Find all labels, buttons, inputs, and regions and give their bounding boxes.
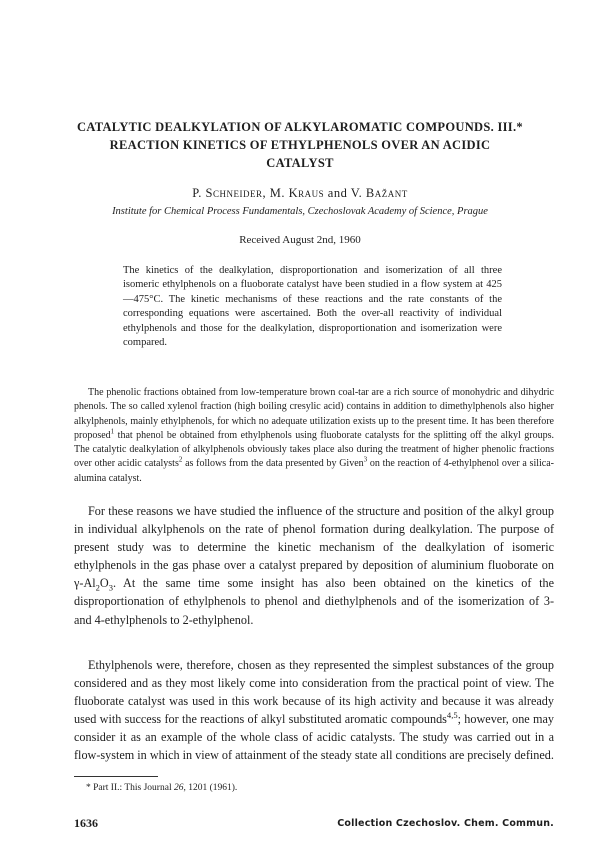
received-date: Received August 2nd, 1960 [239, 234, 361, 246]
footnote-divider [74, 776, 158, 777]
author-3-surname: Bažant [365, 186, 408, 200]
subscript-2: 2 [95, 582, 100, 593]
reference-4-5: 4,5 [446, 710, 458, 721]
affiliation: Institute for Chemical Process Fundamentals, Czechoslovak Academy of Science, Prague [112, 206, 488, 217]
intro-text-d: on the reaction of 4-ethylphenol over a silica-alumina catalyst. [74, 458, 554, 484]
title-line-2: REACTION KINETICS OF ETHYLPHENOLS OVER AN ACIDIC [109, 138, 491, 152]
footnote [86, 783, 237, 793]
footnote-prefix: * Part II.: This Journal [86, 783, 174, 793]
reference-1: 1 [110, 427, 115, 436]
page-number: 1636 [74, 816, 98, 830]
body-paragraph-2 [74, 656, 554, 765]
footnote-volume: 26 [173, 783, 184, 793]
footnote-suffix: , 1201 (1961). [183, 783, 238, 793]
body2-text-b: ; however, one may consider it as an example of the whole class of acidic catalysts. The study was carried out in a flow-system in which in view of attainment of the steady state all conditions are precisely defined. [74, 712, 555, 763]
abstract: The kinetics of the dealkylation, disproportionation and isomerization of all three isomeric ethylphenols on a fluoborate catalyst have been studied in a flow system at 425—475°C. The kinetic mechanisms of these reactions and the rate constants of the corresponding equations were ascertained. Both the over-all reactivity of individual ethylphenols and those for the dealkylation, disproportionation and isomerization were compared. [123, 265, 502, 349]
title-line-1: CATALYTIC DEALKYLATION OF ALKYLAROMATIC COMPOUNDS. III.* [77, 120, 523, 134]
author-separator-1: , M. [262, 186, 289, 200]
intro-text-c: as follows from the data presented by Given [182, 458, 364, 470]
author-1-initial: P. [192, 186, 206, 200]
intro-text-a: The phenolic fractions obtained from low-temperature brown coal-tar are a rich source of monohydric and dihydric phenols. The so called xylenol fraction (high boiling cresylic acid) contains in addition to dimethylphenols also higher alkylphenols, mainly ethylphenols, for which no adequate utilization exists up to the present time. It has been therefore proposed [74, 387, 554, 441]
journal-footer: Collection Czechoslov. Chem. Commun. [337, 818, 554, 829]
author-1-surname: Schneider [205, 186, 263, 200]
subscript-3: 3 [108, 582, 113, 593]
author-separator-2: and V. [324, 186, 366, 200]
reference-3: 3 [363, 456, 368, 465]
body1-text-a: For these reasons we have studied the influence of the structure and position of the alkyl group in individual alkylphenols on the rate of phenol formation during dealkylation. The purpose of present study was to determine the kinetic mechanism of the dealkylation of isomeric ethylphenols in the gas phase over a catalyst prepared by deposition of aluminium fluoborate on γ-Al [74, 504, 554, 591]
title-line-3: CATALYST [266, 156, 334, 170]
author-2-surname: Kraus [288, 186, 325, 200]
body2-text-a: Ethylphenols were, therefore, chosen as they represented the simplest substances of the group considered and as they most likely come into consideration from the practical point of view. The fluoborate catalyst was used in this work because of its high activity and because it was already used with success for the reactions of alkyl substituted aromatic compounds [74, 658, 554, 727]
body1-text-c: . At the same time some insight has also been obtained on the kinetics of the disproportionation of ethylphenols to phenol and diethylphenols and of the isomerization of 3- and 4-ethylphenols to 2-ethylphenol. [74, 576, 554, 627]
article-title [40, 118, 560, 172]
author-list [40, 186, 560, 201]
body-paragraph-1 [74, 502, 554, 629]
intro-paragraph [74, 386, 554, 486]
body1-text-b: O [99, 576, 109, 591]
intro-text-b: that phenol be obtained from ethylphenols using fluoborate catalysts for the splitting off the alkyl groups. The catalytic dealkylation of alkylphenols obviously takes place also during the treatment of higher phenolic fractions over other acidic catalysts [74, 429, 554, 470]
reference-2: 2 [178, 456, 183, 465]
